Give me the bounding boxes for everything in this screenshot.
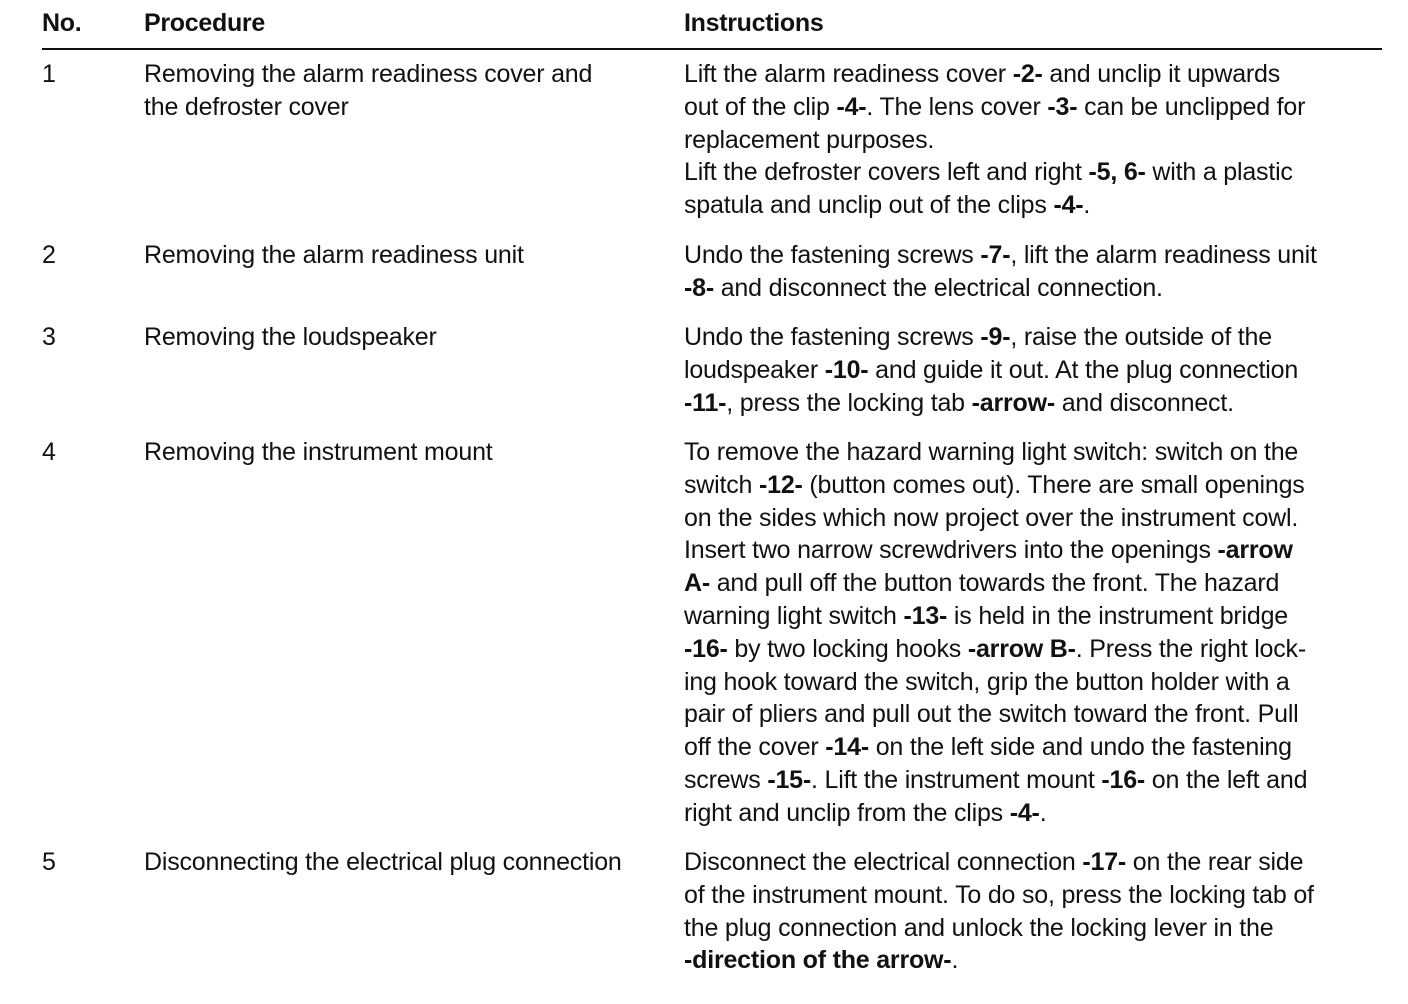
reference-callout: -2- — [1012, 60, 1043, 88]
instruction-line — [684, 666, 1384, 699]
instruction-text: Lift the alarm readiness cover — [684, 60, 1013, 88]
reference-callout: -7- — [980, 241, 1011, 269]
instruction-line — [684, 321, 1384, 354]
header-no: No. — [42, 9, 82, 37]
row-number: 5 — [42, 848, 56, 876]
instruction-text: . Press the right lock- — [1075, 634, 1306, 663]
instruction-text: Disconnect the electrical connection — [684, 848, 1083, 876]
header-procedure: Procedure — [144, 9, 265, 37]
procedure-line: Removing the instrument mount — [144, 438, 493, 466]
reference-callout: -3- — [1047, 92, 1078, 121]
reference-callout: -arrow- — [971, 388, 1055, 417]
instruction-text: replacement purposes. — [684, 125, 935, 154]
instruction-line — [684, 124, 1384, 157]
row-number: 4 — [42, 438, 56, 466]
instruction-text: spatula and unclip out of the clips — [684, 191, 1054, 220]
instruction-text: of the instrument mount. To do so, press the locking tab of — [684, 880, 1314, 909]
instruction-line — [684, 944, 1384, 977]
instruction-line — [684, 469, 1384, 502]
instruction-line — [684, 502, 1384, 535]
row-number: 1 — [42, 60, 56, 88]
instruction-text: the plug connection and unlock the locking lever in the — [684, 913, 1274, 942]
row-number: 2 — [42, 241, 56, 269]
instruction-line — [684, 731, 1384, 764]
reference-callout: -12- — [759, 470, 803, 499]
reference-callout: -17- — [1082, 848, 1127, 876]
instruction-line — [684, 912, 1384, 945]
instruction-text: can be unclipped for — [1077, 92, 1306, 121]
procedure-line: Removing the alarm readiness cover and — [144, 60, 593, 88]
instruction-line — [684, 879, 1384, 912]
instruction-text: . — [1039, 798, 1047, 827]
instruction-text: is held in the instrument bridge — [947, 601, 1288, 630]
instruction-text: Insert two narrow screwdrivers into the openings — [684, 536, 1218, 565]
procedure-cell — [144, 58, 674, 124]
instruction-text: screws — [684, 765, 768, 794]
instruction-text: and guide it out. At the plug connection — [868, 355, 1299, 384]
instructions-cell — [684, 239, 1384, 305]
instruction-text: on the sides which now project over the instrument cowl. — [684, 503, 1299, 532]
instruction-text: ing hook toward the switch, grip the button holder with a — [684, 667, 1290, 696]
instruction-text: To remove the hazard warning light switch: switch on the — [684, 438, 1299, 466]
instruction-text: on the rear side — [1126, 848, 1304, 876]
instruction-text: . — [1083, 191, 1091, 220]
reference-callout: -5, 6- — [1088, 158, 1146, 187]
instruction-text: , lift the alarm readiness unit — [1010, 241, 1317, 269]
row-number: 3 — [42, 323, 56, 351]
reference-callout: -arrow B- — [967, 634, 1076, 663]
instruction-line — [684, 633, 1384, 666]
procedure-cell — [144, 321, 674, 354]
reference-callout: -15- — [767, 765, 812, 794]
instruction-text: switch — [684, 470, 760, 499]
reference-callout: -16- — [684, 634, 728, 663]
instruction-line — [684, 600, 1384, 633]
reference-callout: A- — [684, 569, 710, 598]
reference-callout: -8- — [684, 273, 714, 302]
instruction-line — [684, 354, 1384, 387]
procedure-line: Removing the alarm readiness unit — [144, 241, 524, 269]
instruction-line — [684, 534, 1384, 567]
reference-callout: -11- — [684, 388, 727, 417]
table-header — [42, 0, 1382, 50]
instruction-line — [684, 567, 1384, 600]
instruction-text: and unclip it upwards — [1042, 60, 1281, 88]
instruction-line — [684, 58, 1384, 91]
reference-callout: -4- — [1009, 798, 1040, 827]
instruction-text: and disconnect the electrical connection. — [713, 273, 1163, 302]
instructions-cell — [684, 321, 1384, 419]
reference-callout: -direction of the arrow- — [684, 946, 952, 975]
reference-callout: -14- — [825, 733, 869, 762]
instruction-text: by two locking hooks — [727, 634, 968, 663]
instruction-text: warning light switch — [684, 601, 904, 630]
instruction-line — [684, 387, 1384, 420]
instruction-text: out of the clip — [684, 92, 837, 121]
instruction-text: on the left and — [1145, 765, 1308, 794]
instruction-text: Lift the defroster covers left and right — [684, 158, 1089, 187]
instruction-text: and disconnect. — [1054, 388, 1234, 417]
instructions-cell — [684, 436, 1384, 830]
reference-callout: -9- — [980, 323, 1011, 351]
reference-callout: -16- — [1101, 765, 1146, 794]
instruction-text: , press the locking tab — [726, 388, 972, 417]
instruction-line — [684, 91, 1384, 124]
instruction-text: off the cover — [684, 733, 826, 762]
reference-callout: -4- — [836, 92, 867, 121]
instruction-text: and pull off the button towards the front. The hazard — [709, 569, 1280, 598]
instruction-text: right and unclip from the clips — [684, 798, 1010, 827]
instruction-text: loudspeaker — [684, 355, 825, 384]
instruction-line — [684, 698, 1384, 731]
instruction-text: with a plastic — [1145, 158, 1293, 187]
instruction-line — [684, 189, 1384, 222]
header-instructions: Instructions — [684, 9, 824, 37]
instruction-text: Undo the fastening screws — [684, 323, 981, 351]
reference-callout: -arrow — [1217, 536, 1293, 565]
instruction-line — [684, 156, 1384, 189]
instruction-text: on the left side and undo the fastening — [868, 733, 1292, 762]
instructions-cell — [684, 58, 1384, 222]
instruction-text: . — [951, 946, 959, 975]
instruction-text: . The lens cover — [866, 92, 1048, 121]
reference-callout: -13- — [903, 601, 948, 630]
instruction-line — [684, 272, 1384, 305]
procedure-cell — [144, 436, 674, 469]
procedure-line: Removing the loudspeaker — [144, 323, 437, 351]
instruction-line — [684, 239, 1384, 272]
procedure-cell — [144, 846, 674, 879]
instruction-line — [684, 797, 1384, 830]
instruction-text: , raise the outside of the — [1010, 323, 1272, 351]
instructions-cell — [684, 846, 1384, 977]
instruction-line — [684, 436, 1384, 469]
procedure-cell — [144, 239, 674, 272]
instruction-line — [684, 846, 1384, 879]
instruction-text: Undo the fastening screws — [684, 241, 981, 269]
procedure-table — [42, 0, 1382, 975]
procedure-line: the defroster cover — [144, 92, 349, 121]
instruction-text: (button comes out). There are small openings — [802, 470, 1305, 499]
reference-callout: -4- — [1053, 191, 1084, 220]
instruction-line — [684, 764, 1384, 797]
reference-callout: -10- — [824, 355, 869, 384]
instruction-text: . Lift the instrument mount — [811, 765, 1102, 794]
procedure-line: Disconnecting the electrical plug connection — [144, 848, 622, 876]
instruction-text: pair of pliers and pull out the switch toward the front. Pull — [684, 700, 1299, 729]
